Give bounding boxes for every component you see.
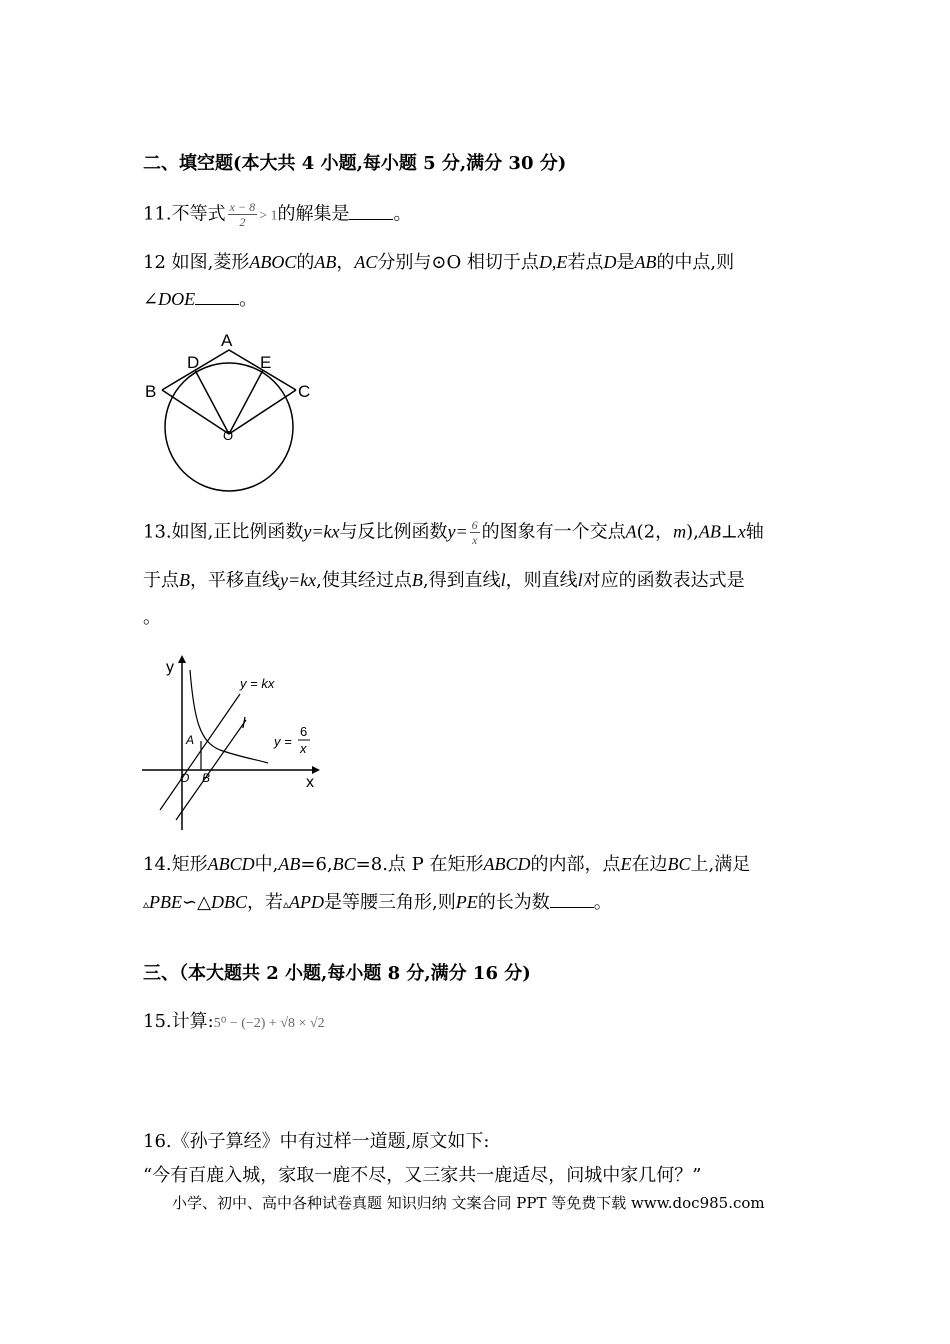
q14-math-7: PBE <box>149 892 183 912</box>
q13-label-b: B <box>202 771 211 785</box>
q11-end: 。 <box>393 203 412 225</box>
q14-text-i: 是等腰三角形,则 <box>324 892 456 913</box>
q13-label-kx: y = kx <box>240 676 275 691</box>
q15-prefix: 15.计算: <box>143 1011 214 1032</box>
q13-label-hyp: y = <box>274 734 292 749</box>
q12-label-c: C <box>298 382 311 401</box>
section-title-3: 三、（本大题共 2 小题,每小题 8 分,满分 16 分) <box>143 963 531 984</box>
question-12-line-1 <box>143 250 734 275</box>
q14-math-2: AB <box>278 854 301 874</box>
q12-text-f: 是 <box>616 252 635 273</box>
q12-text-d: 分别与⊙O 相切于点 <box>377 252 539 273</box>
q13-math-5: AB <box>698 521 721 542</box>
q14-math-6: BC <box>667 854 691 874</box>
q13-text-i: ，平移直线 <box>190 570 280 591</box>
q12-math-4: D,E <box>538 252 568 272</box>
q12-math-7: DOE <box>158 289 196 309</box>
q12-math-5: D <box>603 252 617 272</box>
q14-math-8: DBC <box>210 892 247 912</box>
q14-answer-blank <box>550 889 594 908</box>
q14-math-5: E <box>620 854 632 874</box>
q14-text-c: =6, <box>300 854 333 875</box>
q13-figure <box>140 650 330 835</box>
q13-label-hyp-num: 6 <box>300 724 308 739</box>
q13-label-l: l <box>242 715 246 732</box>
question-13-line-1 <box>143 518 764 547</box>
q14-triangle-2: △ <box>197 892 211 913</box>
q13-label-a: A <box>186 733 195 747</box>
q12-label-a: A <box>221 331 233 350</box>
q13-math-2: y= <box>447 521 468 542</box>
q11-frac-num: x − 8 <box>229 200 256 214</box>
q13-math-4: m <box>673 521 687 542</box>
q12-side-bo <box>162 390 229 434</box>
q12-end: 。 <box>239 289 258 310</box>
q13-fraction <box>470 518 480 547</box>
q13-text-m: 对应的函数表达式是 <box>582 570 745 591</box>
q13-math-1: y=kx <box>303 521 340 542</box>
q14-text-j: 的长为数 <box>477 892 550 913</box>
q12-text-g: 的中点,则 <box>656 252 735 273</box>
q12-math-3: AC <box>354 252 378 272</box>
q14-similar-symbol: ∽ <box>182 892 198 913</box>
q13-text-e: ), <box>686 521 699 543</box>
q13-text-g: 轴 <box>745 521 764 543</box>
q11-frac-den: 2 <box>239 215 246 229</box>
q13-math-11: l <box>577 570 583 590</box>
q11-prefix: 11.不等式 <box>143 203 226 225</box>
q12-text-b: 的 <box>296 252 315 273</box>
q13-frac-den: x <box>471 533 478 547</box>
q14-math-10: PE <box>455 892 478 912</box>
q13-frac-num: 6 <box>471 518 478 532</box>
q14-math-9: APD <box>289 892 324 912</box>
q13-math-6: x <box>737 521 746 542</box>
q14-triangle-3: ▵ <box>282 897 289 911</box>
q13-math-8: y=kx <box>280 570 317 590</box>
q12-angle-symbol: ∠ <box>143 289 159 310</box>
q13-y-label: y <box>166 659 174 676</box>
q12-figure <box>140 328 320 498</box>
q13-math-10: l <box>500 570 506 590</box>
q12-math-1: ABOC <box>249 252 297 272</box>
q11-relation: > 1 <box>259 208 278 224</box>
q12-text-e: 若点 <box>567 252 604 273</box>
q12-text-c: ， <box>336 252 355 273</box>
q13-math-9: B <box>411 570 423 590</box>
q13-text-f: ⊥ <box>720 521 738 543</box>
question-13-line-3: 。 <box>143 607 161 628</box>
q14-math-3: BC <box>332 854 356 874</box>
section-title-fill-in: 二、填空题(本大共 4 小题,每小题 5 分,满分 30 分) <box>143 153 567 174</box>
q14-end: 。 <box>593 892 612 913</box>
question-14-line-2 <box>143 889 612 916</box>
q13-text-d: (2， <box>636 521 674 543</box>
q13-label-hyp-den: x <box>300 741 307 756</box>
question-15 <box>143 1010 325 1036</box>
q14-text-f: 在边 <box>631 854 668 875</box>
q12-label-b: B <box>145 382 157 401</box>
q12-math-2: AB <box>314 252 337 272</box>
question-13-line-2 <box>143 568 745 593</box>
q13-math-3: A <box>625 521 637 542</box>
q12-radius-od <box>195 370 229 434</box>
question-16-line-1: 16.《孙子算经》中有过样一道题,原文如下: <box>143 1131 490 1152</box>
q13-label-o: O <box>180 771 190 785</box>
q12-label-d: D <box>187 353 200 372</box>
q12-answer-blank <box>195 286 239 305</box>
q14-text-b: 中, <box>254 854 279 875</box>
q12-label-o: O <box>223 428 234 443</box>
q13-text-a: 13.如图,正比例函数 <box>143 521 304 543</box>
q11-fraction <box>228 200 257 229</box>
q13-y-arrow <box>178 655 186 663</box>
q13-x-label: x <box>306 774 314 791</box>
q13-text-c: 的图象有一个交点 <box>481 521 626 543</box>
question-16-line-2: “今有百鹿入城，家取一鹿不尽，又三家共一鹿适尽，问城中家几何？” <box>143 1165 702 1186</box>
q14-text-d: =8.点 P 在矩形 <box>355 854 484 875</box>
page-footer: 小学、初中、高中各种试卷真题 知识归纳 文案合同 PPT 等免费下载 www.doc985.com <box>172 1194 765 1212</box>
question-14-line-1 <box>143 852 750 877</box>
q13-text-j: ,使其经过点 <box>316 570 412 591</box>
q12-math-6: AB <box>634 252 657 272</box>
q13-text-k: ,得到直线 <box>422 570 501 591</box>
q13-text-l: ，则直线 <box>505 570 578 591</box>
q14-math-4: ABCD <box>483 854 531 874</box>
q13-text-h: 于点 <box>143 570 179 591</box>
q14-math-1: ABCD <box>207 854 255 874</box>
q13-text-b: 与反比例函数 <box>339 521 448 543</box>
q12-circle <box>165 363 293 491</box>
q13-x-arrow <box>312 766 320 774</box>
q14-text-e: 的内部，点 <box>530 854 621 875</box>
question-12-line-2 <box>143 286 257 312</box>
q12-text-a: 12 如图,菱形 <box>143 252 250 273</box>
q12-radius-oe <box>229 370 263 434</box>
q11-suffix: 的解集是 <box>277 203 350 225</box>
q14-text-h: ，若 <box>246 892 283 913</box>
question-11 <box>143 200 411 229</box>
q13-math-7: B <box>179 570 190 590</box>
q14-triangle-1: ▵ <box>143 897 150 911</box>
q11-answer-blank <box>349 201 393 220</box>
q12-label-e: E <box>260 353 272 372</box>
q12-side-co <box>229 390 296 434</box>
q14-text-a: 14.矩形 <box>143 854 208 875</box>
q15-expression: 5⁰ − (−2) + √8 × √2 <box>213 1016 325 1031</box>
q14-text-g: 上,满足 <box>690 854 751 875</box>
